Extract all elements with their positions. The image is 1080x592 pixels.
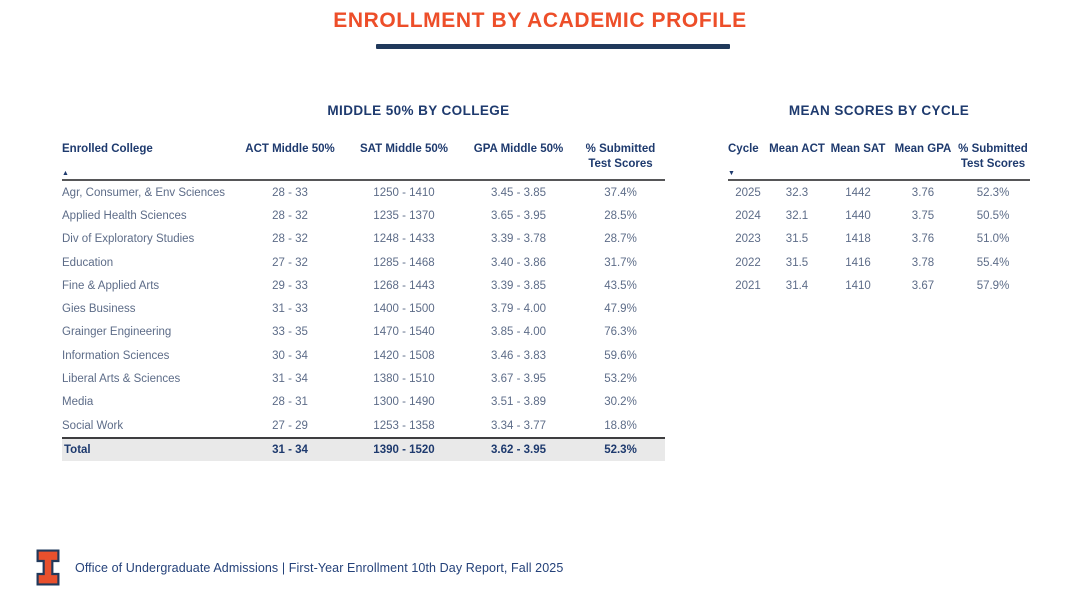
sat-range-cell: 1380 - 1510: [373, 373, 435, 386]
gpa-range-cell: 3.34 - 3.77: [491, 419, 546, 432]
pct-submitted-cell: 31.7%: [604, 256, 637, 269]
mean-sat-cell: 1442: [845, 186, 871, 199]
column-header-mean-act[interactable]: [768, 142, 826, 179]
pct-submitted-cell: 37.4%: [604, 186, 637, 199]
college-name-cell: Div of Exploratory Studies: [62, 233, 195, 246]
pct-submitted-cell: 43.5%: [604, 279, 637, 292]
column-header-label: % Submitted Test Scores: [585, 143, 656, 170]
total-gpa-range: 3.62 - 3.95: [491, 444, 546, 457]
gpa-range-cell: 3.67 - 3.95: [491, 373, 546, 386]
gpa-range-cell: 3.79 - 4.00: [491, 303, 546, 316]
act-range-cell: 28 - 32: [272, 233, 308, 246]
mean-gpa-cell: 3.78: [911, 256, 935, 269]
sat-range-cell: 1248 - 1433: [373, 233, 435, 246]
cycle-table-title: MEAN SCORES BY CYCLE: [788, 103, 970, 118]
cycle-year-cell: 2021: [735, 279, 761, 292]
sat-range-cell: 1250 - 1410: [373, 186, 435, 199]
column-header-pct-submitted[interactable]: [956, 142, 1030, 179]
mean-gpa-cell: 3.75: [911, 209, 935, 222]
gpa-range-cell: 3.51 - 3.89: [491, 396, 546, 409]
pct-submitted-cell: 52.3%: [976, 186, 1010, 199]
column-header-cycle[interactable]: [728, 142, 768, 179]
sat-range-cell: 1268 - 1443: [373, 279, 435, 292]
total-act-range: 31 - 34: [272, 444, 308, 457]
total-label: Total: [64, 444, 91, 457]
column-header-label: SAT Middle 50%: [360, 143, 448, 155]
gpa-range-cell: 3.65 - 3.95: [491, 209, 546, 222]
pct-submitted-cell: 30.2%: [604, 396, 637, 409]
title-underline: [376, 44, 730, 49]
college-table-row: [62, 297, 665, 320]
column-header-label: % Submitted Test Scores: [958, 143, 1028, 170]
act-range-cell: 27 - 29: [272, 419, 308, 432]
pct-submitted-cell: 59.6%: [604, 349, 637, 362]
college-table-row: [62, 274, 665, 297]
mean-gpa-cell: 3.76: [911, 186, 935, 199]
gpa-range-cell: 3.85 - 4.00: [491, 326, 546, 339]
sat-range-cell: 1420 - 1508: [373, 349, 435, 362]
pct-submitted-cell: 28.5%: [604, 209, 637, 222]
column-header-label: Mean SAT: [830, 143, 886, 155]
column-header-mean-sat[interactable]: [826, 142, 890, 179]
column-header-label: Mean GPA: [894, 143, 952, 155]
college-name-cell: Media: [62, 396, 94, 409]
act-range-cell: 30 - 34: [272, 349, 308, 362]
column-header-gpa-middle[interactable]: [461, 142, 576, 179]
column-header-label: GPA Middle 50%: [473, 143, 564, 155]
sat-range-cell: 1285 - 1468: [373, 256, 435, 269]
college-name-cell: Education: [62, 256, 114, 269]
college-table-total-row: [62, 437, 665, 461]
college-name-cell: Agr, Consumer, & Env Sciences: [62, 186, 225, 199]
gpa-range-cell: 3.45 - 3.85: [491, 186, 546, 199]
pct-submitted-cell: 50.5%: [976, 209, 1010, 222]
pct-submitted-cell: 28.7%: [604, 233, 637, 246]
college-table-row: [62, 228, 665, 251]
college-table-row: [62, 367, 665, 390]
column-header-sat-middle[interactable]: [347, 142, 461, 179]
column-header-label: Mean ACT: [769, 143, 825, 155]
sat-range-cell: 1300 - 1490: [373, 396, 435, 409]
pct-submitted-cell: 57.9%: [976, 279, 1010, 292]
mean-gpa-cell: 3.76: [911, 233, 935, 246]
act-range-cell: 27 - 32: [272, 256, 308, 269]
column-header-enrolled-college[interactable]: [62, 142, 233, 179]
gpa-range-cell: 3.40 - 3.86: [491, 256, 546, 269]
mean-act-cell: 32.3: [785, 186, 809, 199]
column-header-label: ACT Middle 50%: [245, 143, 335, 155]
mean-act-cell: 31.5: [785, 256, 809, 269]
college-table-row: [62, 391, 665, 414]
pct-submitted-cell: 18.8%: [604, 419, 637, 432]
pct-submitted-cell: 53.2%: [604, 373, 637, 386]
footer-text: Office of Undergraduate Admissions | First-Year Enrollment 10th Day Report, Fall 2025: [75, 560, 564, 575]
act-range-cell: 29 - 33: [272, 279, 308, 292]
act-range-cell: 31 - 33: [272, 303, 308, 316]
column-header-pct-submitted[interactable]: [576, 142, 665, 179]
sort-descending-icon[interactable]: ▼: [728, 170, 735, 177]
illinois-block-i-logo: [35, 548, 61, 587]
act-range-cell: 31 - 34: [272, 373, 308, 386]
mean-gpa-cell: 3.67: [911, 279, 935, 292]
cycle-year-cell: 2024: [735, 209, 761, 222]
college-name-cell: Social Work: [62, 419, 124, 432]
cycle-table-header: [728, 142, 1030, 181]
column-header-label: Cycle: [728, 143, 759, 155]
cycle-year-cell: 2025: [735, 186, 761, 199]
act-range-cell: 33 - 35: [272, 326, 308, 339]
column-header-label: Enrolled College: [62, 143, 153, 155]
college-name-cell: Grainger Engineering: [62, 326, 172, 339]
sat-range-cell: 1253 - 1358: [373, 419, 435, 432]
sat-range-cell: 1470 - 1540: [373, 326, 435, 339]
gpa-range-cell: 3.39 - 3.85: [491, 279, 546, 292]
cycle-table-section: [728, 103, 1030, 297]
cycle-table-row: [728, 181, 1030, 204]
college-table-row: [62, 251, 665, 274]
pct-submitted-cell: 51.0%: [976, 233, 1010, 246]
college-name-cell: Gies Business: [62, 303, 136, 316]
gpa-range-cell: 3.39 - 3.78: [491, 233, 546, 246]
college-table-header: [62, 142, 665, 181]
total-sat-range: 1390 - 1520: [373, 444, 435, 457]
college-table-row: [62, 414, 665, 437]
column-header-act-middle[interactable]: [233, 142, 347, 179]
college-name-cell: Fine & Applied Arts: [62, 279, 160, 292]
sort-ascending-icon[interactable]: ▲: [62, 170, 69, 177]
college-table-row: [62, 181, 665, 204]
act-range-cell: 28 - 33: [272, 186, 308, 199]
cycle-table-row: [728, 251, 1030, 274]
gpa-range-cell: 3.46 - 3.83: [491, 349, 546, 362]
college-table-row: [62, 344, 665, 367]
college-table-row: [62, 321, 665, 344]
pct-submitted-cell: 55.4%: [976, 256, 1010, 269]
cycle-table-row: [728, 274, 1030, 297]
college-name-cell: Applied Health Sciences: [62, 209, 187, 222]
college-table-row: [62, 204, 665, 227]
act-range-cell: 28 - 32: [272, 209, 308, 222]
total-pct-submitted: 52.3%: [604, 444, 637, 457]
mean-act-cell: 31.4: [785, 279, 809, 292]
page-title: ENROLLMENT BY ACADEMIC PROFILE: [333, 9, 747, 32]
cycle-year-cell: 2023: [735, 233, 761, 246]
cycle-table-row: [728, 204, 1030, 227]
mean-act-cell: 31.5: [785, 233, 809, 246]
college-table-title: MIDDLE 50% BY COLLEGE: [327, 103, 510, 118]
sat-range-cell: 1400 - 1500: [373, 303, 435, 316]
footer: [35, 548, 563, 587]
college-name-cell: Information Sciences: [62, 349, 170, 362]
mean-act-cell: 32.1: [785, 209, 809, 222]
pct-submitted-cell: 76.3%: [604, 326, 637, 339]
act-range-cell: 28 - 31: [272, 396, 308, 409]
column-header-mean-gpa[interactable]: [890, 142, 956, 179]
cycle-table-row: [728, 228, 1030, 251]
cycle-year-cell: 2022: [735, 256, 761, 269]
mean-sat-cell: 1410: [845, 279, 871, 292]
pct-submitted-cell: 47.9%: [604, 303, 637, 316]
college-table-section: [62, 103, 665, 461]
college-name-cell: Liberal Arts & Sciences: [62, 373, 181, 386]
mean-sat-cell: 1416: [845, 256, 871, 269]
mean-sat-cell: 1418: [845, 233, 871, 246]
sat-range-cell: 1235 - 1370: [373, 209, 435, 222]
mean-sat-cell: 1440: [845, 209, 871, 222]
